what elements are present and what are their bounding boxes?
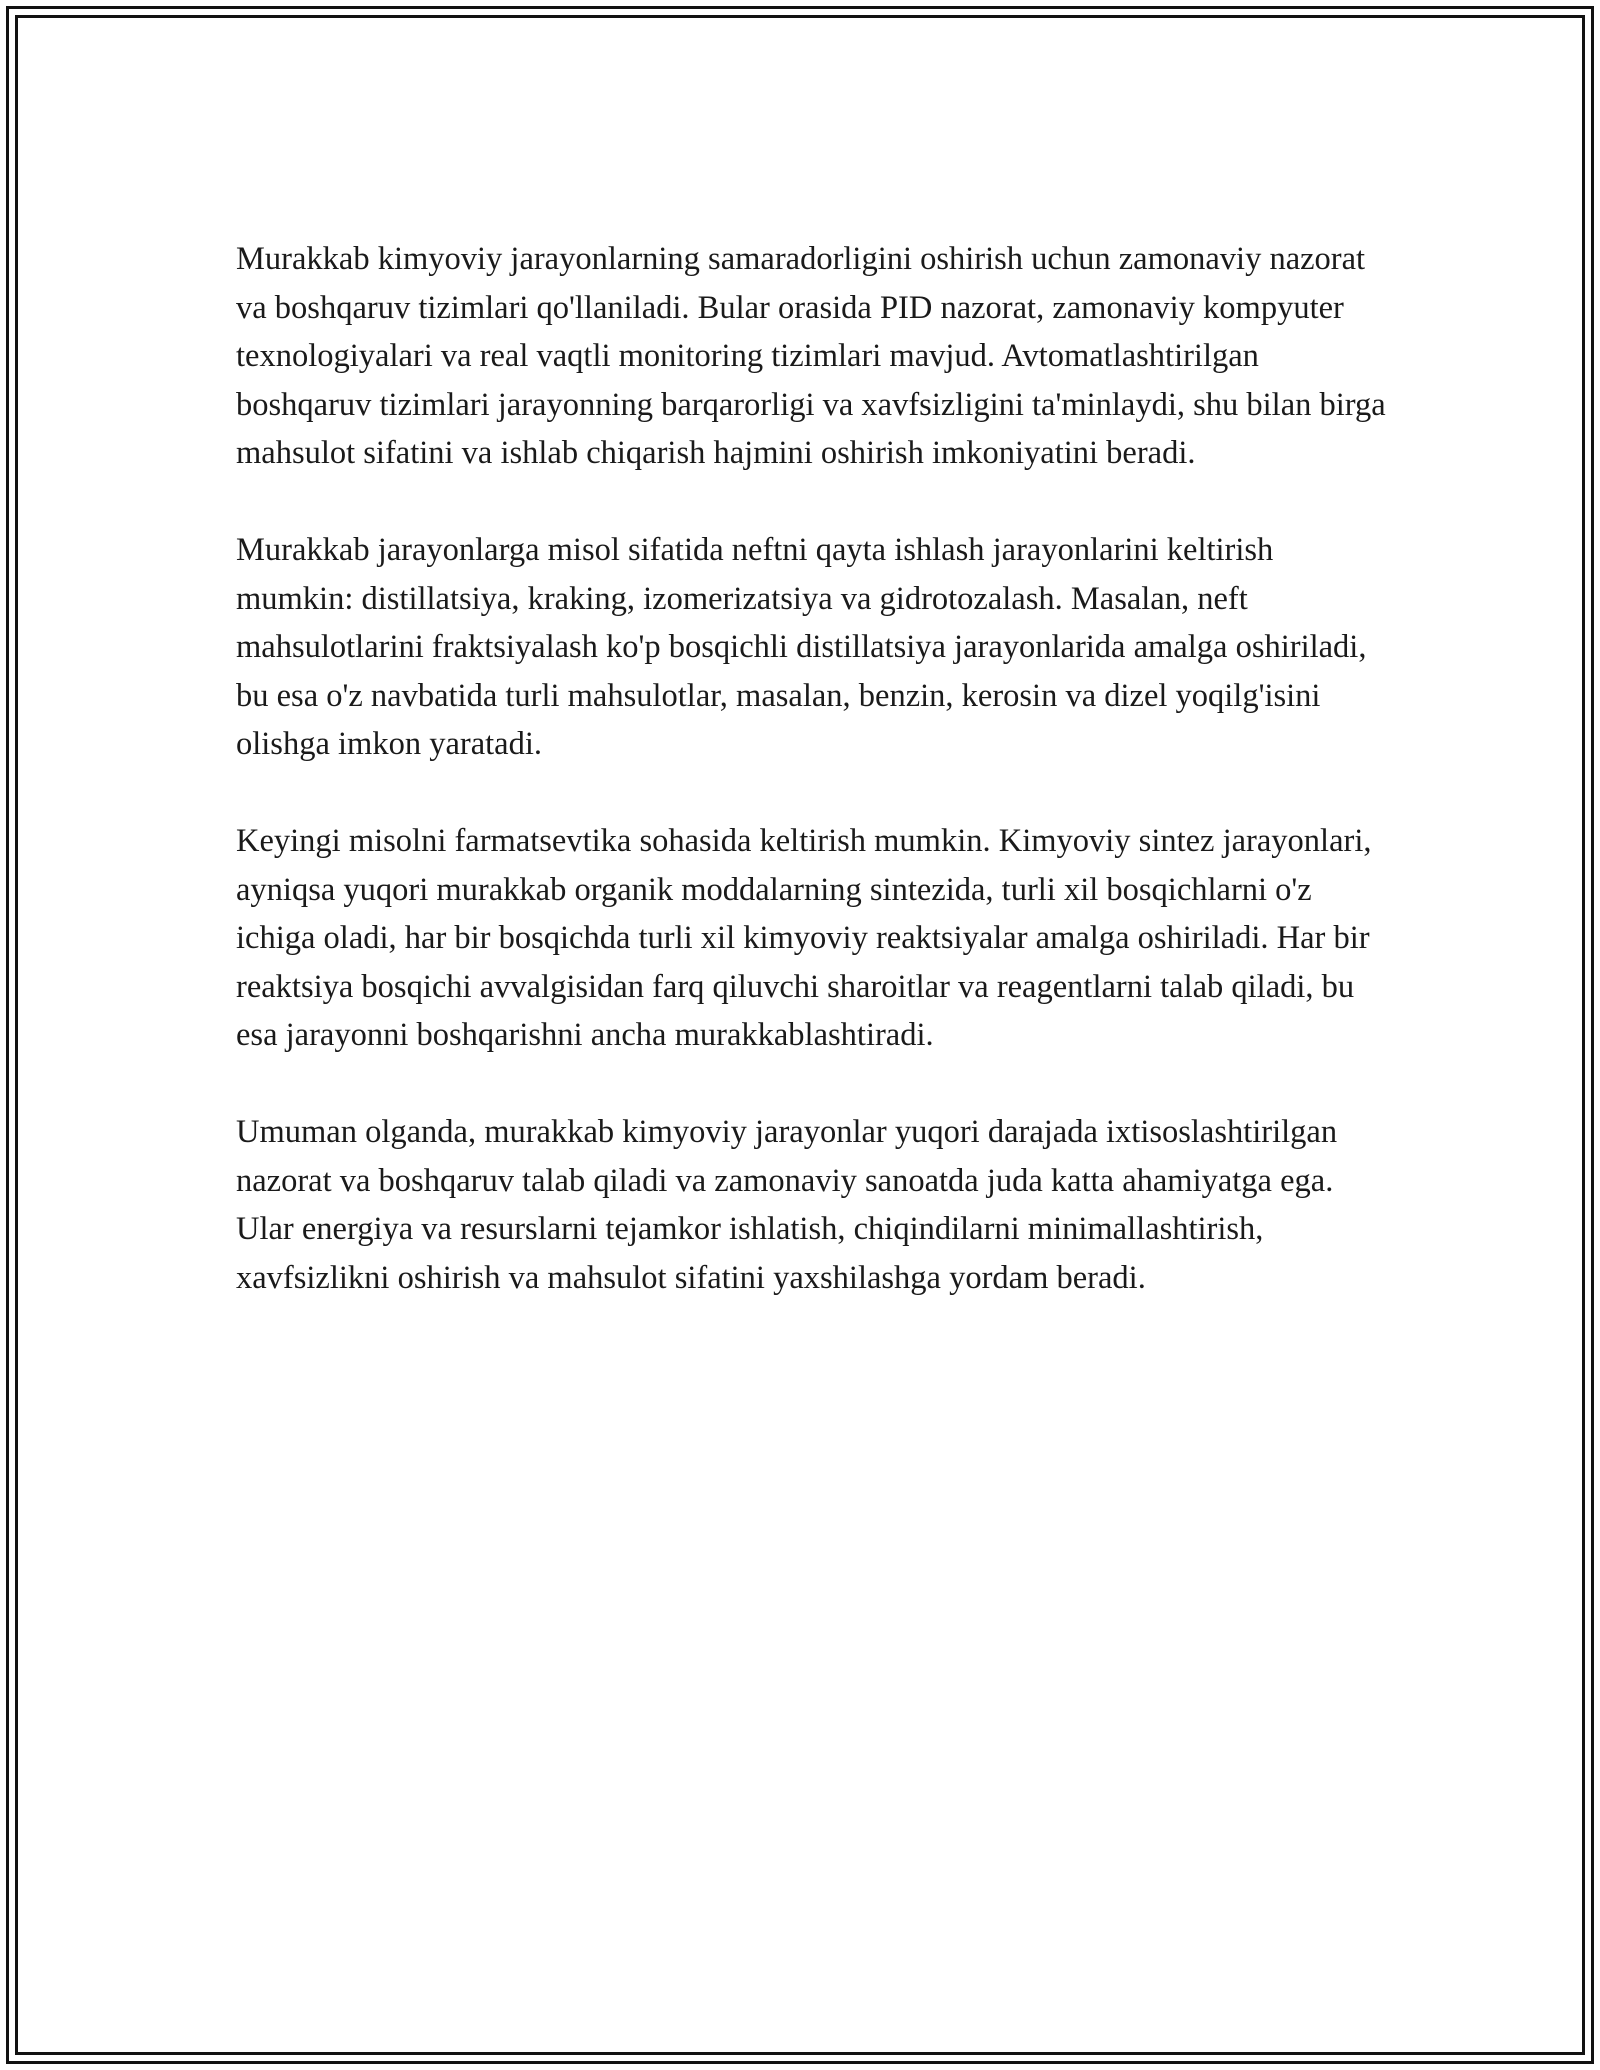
paragraph-2: Murakkab jarayonlarga misol sifatida neftni qayta ishlash jarayonlarini keltirish mumkin: distillatsiya, kraking, izomerizatsiya va gidrotozalash. Masalan, neft mahsulotlarini fraktsiyalash ko'p bosqichli distillatsiya jarayonlarida amalga oshiriladi, bu esa o'z navbatida turli mahsulotlar, masalan, benzin, kerosin va dizel yoqilg'isini olishga imkon yaratadi. (236, 532, 1367, 762)
document-body (236, 235, 1386, 1351)
paragraph-4: Umuman olganda, murakkab kimyoviy jarayonlar yuqori darajada ixtisoslashtirilgan nazorat va boshqaruv talab qiladi va zamonaviy sanoatda juda katta ahamiyatga ega. Ular energiya va resurslarni tejamkor ishlatish, chiqindilarni minimallashtirish, xavfsizlikni oshirish va mahsulot sifatini yaxshilashga yordam beradi. (236, 1114, 1338, 1296)
paragraph-3: Keyingi misolni farmatsevtika sohasida keltirish mumkin. Kimyoviy sintez jarayonlari, ayniqsa yuqori murakkab organik moddalarning sintezida, turli xil bosqichlarni o'z ichiga oladi, har bir bosqichda turli xil kimyoviy reaktsiyalar amalga oshiriladi. Har bir reaktsiya bosqichi avvalgisidan farq qiluvchi sharoitlar va reagentlarni talab qiladi, bu esa jarayonni boshqarishni ancha murakkablashtiradi. (236, 823, 1372, 1053)
paragraph-1: Murakkab kimyoviy jarayonlarning samaradorligini oshirish uchun zamonaviy nazorat va boshqaruv tizimlari qo'llaniladi. Bular orasida PID nazorat, zamonaviy kompyuter texnologiyalari va real vaqtli monitoring tizimlari mavjud. Avtomatlashtirilgan boshqaruv tizimlari jarayonning barqarorligi va xavfsizligini ta'minlaydi, shu bilan birga mahsulot sifatini va ishlab chiqarish hajmini oshirish imkoniyatini beradi. (236, 241, 1386, 471)
